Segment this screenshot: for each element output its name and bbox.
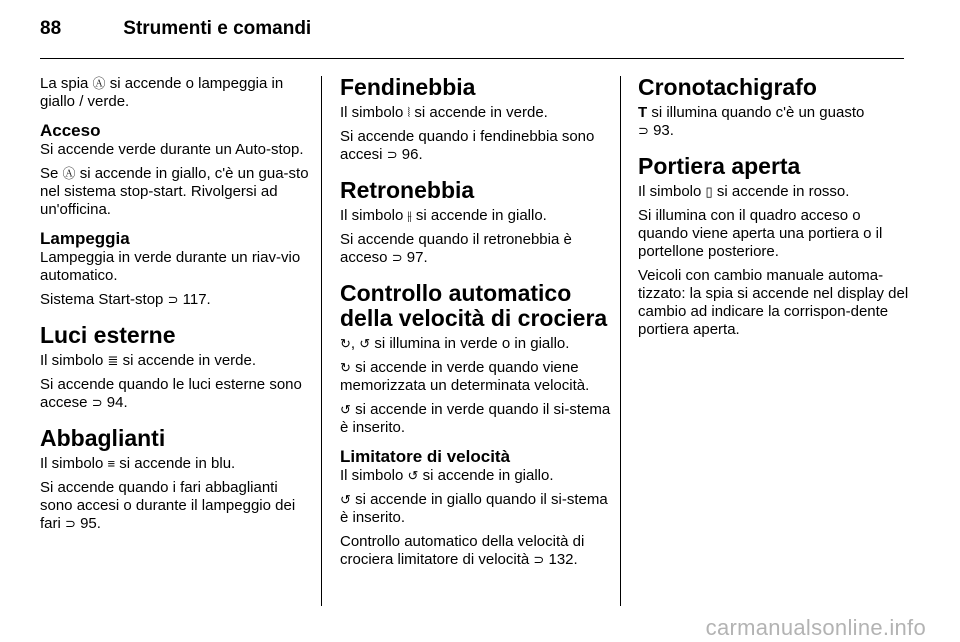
header-rule xyxy=(40,58,904,59)
paragraph: Si accende quando le luci esterne sono accese ⊃ 94. xyxy=(40,376,302,411)
section-title: Portiera aperta xyxy=(638,153,801,179)
page-reference[interactable]: 94. xyxy=(106,394,128,411)
page-reference[interactable]: 96. xyxy=(401,146,423,163)
paragraph: Si accende quando i fari abbaglianti sono accesi o durante il lampeggio dei fari ⊃ 95. xyxy=(40,479,296,532)
section-heading: Limitatore di velocità xyxy=(340,447,511,466)
speed-limiter-icon: ↺ xyxy=(407,468,419,483)
page-reference[interactable]: 117. xyxy=(182,291,211,308)
speed-limiter-icon: ↺ xyxy=(340,402,351,417)
section-title: Controllo automatico della velocità di crociera xyxy=(340,280,608,331)
paragraph: ↻ si accende in verde quando viene memorizzata un determinata velocità. xyxy=(340,359,590,394)
paragraph: Si accende quando il retronebbia è acceso ⊃ 97. xyxy=(340,231,572,266)
paragraph: ↺ si accende in verde quando il si-stema è inserito. xyxy=(340,401,611,436)
paragraph: Il simbolo ⫲ si accende in giallo. xyxy=(340,207,547,224)
paragraph: La spia Ⓐ si accende o lampeggia in giallo / verde. xyxy=(40,75,284,110)
column-divider xyxy=(321,76,322,606)
speed-limiter-icon: ↺ xyxy=(340,492,351,507)
section-heading: Acceso xyxy=(40,121,101,140)
paragraph: Il simbolo ↺ si accende in giallo. xyxy=(340,467,554,484)
page-reference[interactable]: 93. xyxy=(653,122,674,139)
page-reference-icon: ⊃ xyxy=(391,250,403,265)
paragraph: Il simbolo ≣ si accende in verde. xyxy=(40,352,257,369)
paragraph: Si accende quando i fendinebbia sono accesi ⊃ 96. xyxy=(340,128,595,163)
section-title: Fendinebbia xyxy=(340,74,476,100)
page-number: 88 xyxy=(40,18,62,39)
column-middle xyxy=(340,75,612,575)
paragraph: Controllo automatico della velocità di crociera limitatore di velocità ⊃ 132. xyxy=(340,533,585,568)
paragraph: Il simbolo ▯ si accende in rosso. xyxy=(638,183,850,200)
paragraph: T si illumina quando c'è un guasto ⊃ 93. xyxy=(638,104,865,139)
watermark: carmanualsonline.info xyxy=(705,615,926,640)
section-heading: Lampeggia xyxy=(40,229,130,248)
high-beam-icon: ≡ xyxy=(107,456,116,471)
rear-fog-icon: ⫲ xyxy=(407,208,412,223)
paragraph: Lampeggia in verde durante un riav-vio automatico. xyxy=(40,249,301,284)
paragraph: Si illumina con il quadro acceso o quando viene aperta una portiera o il portellone posteriore. xyxy=(638,207,883,260)
page-reference-icon: ⊃ xyxy=(65,516,76,531)
page-reference-icon: ⊃ xyxy=(167,292,179,307)
page-title: Strumenti e comandi xyxy=(123,18,312,39)
speed-limiter-icon: ↺ xyxy=(359,336,371,351)
section-title: Abbaglianti xyxy=(40,425,166,451)
paragraph: Se Ⓐ si accende in giallo, c'è un gua-sto nel sistema stop-start. Rivolgersi ad un'officina. xyxy=(40,165,309,218)
cruise-control-icon: ↻ xyxy=(340,360,351,375)
cruise-control-icon: ↻ xyxy=(340,336,351,351)
column-right xyxy=(638,75,910,345)
section-title: Cronotachigrafo xyxy=(638,74,817,100)
paragraph: ↻, ↺ si illumina in verde o in giallo. xyxy=(340,335,570,352)
headlight-icon: ≣ xyxy=(107,353,119,368)
page-reference[interactable]: 95. xyxy=(80,515,101,532)
column-divider xyxy=(620,76,621,606)
tachograph-icon: T xyxy=(638,104,648,121)
paragraph: ↺ si accende in giallo quando il si-stema è inserito. xyxy=(340,491,608,526)
page-reference[interactable]: 97. xyxy=(406,249,428,266)
door-open-icon: ▯ xyxy=(705,184,713,199)
stop-start-icon: Ⓐ xyxy=(62,166,76,181)
page-reference-icon: ⊃ xyxy=(386,147,398,162)
page-reference-icon: ⊃ xyxy=(91,395,103,410)
paragraph: Si accende verde durante un Auto-stop. xyxy=(40,141,304,158)
stop-start-icon: Ⓐ xyxy=(92,76,106,91)
front-fog-icon: ⦚ xyxy=(407,105,411,120)
page-header xyxy=(40,18,311,40)
page-reference-icon: ⊃ xyxy=(638,123,649,138)
column-left xyxy=(40,75,310,539)
paragraph: Sistema Start-stop ⊃ 117. xyxy=(40,291,211,308)
paragraph: Il simbolo ⦚ si accende in verde. xyxy=(340,104,548,121)
paragraph: Il simbolo ≡ si accende in blu. xyxy=(40,455,236,472)
page-reference[interactable]: 132. xyxy=(548,551,578,568)
page-reference-icon: ⊃ xyxy=(533,552,545,567)
section-title: Luci esterne xyxy=(40,322,176,348)
section-title: Retronebbia xyxy=(340,177,475,203)
paragraph: Veicoli con cambio manuale automa-tizzato: la spia si accende nel display del cambio ad indicare la corrispon-dente portiera aperta. xyxy=(638,267,909,338)
